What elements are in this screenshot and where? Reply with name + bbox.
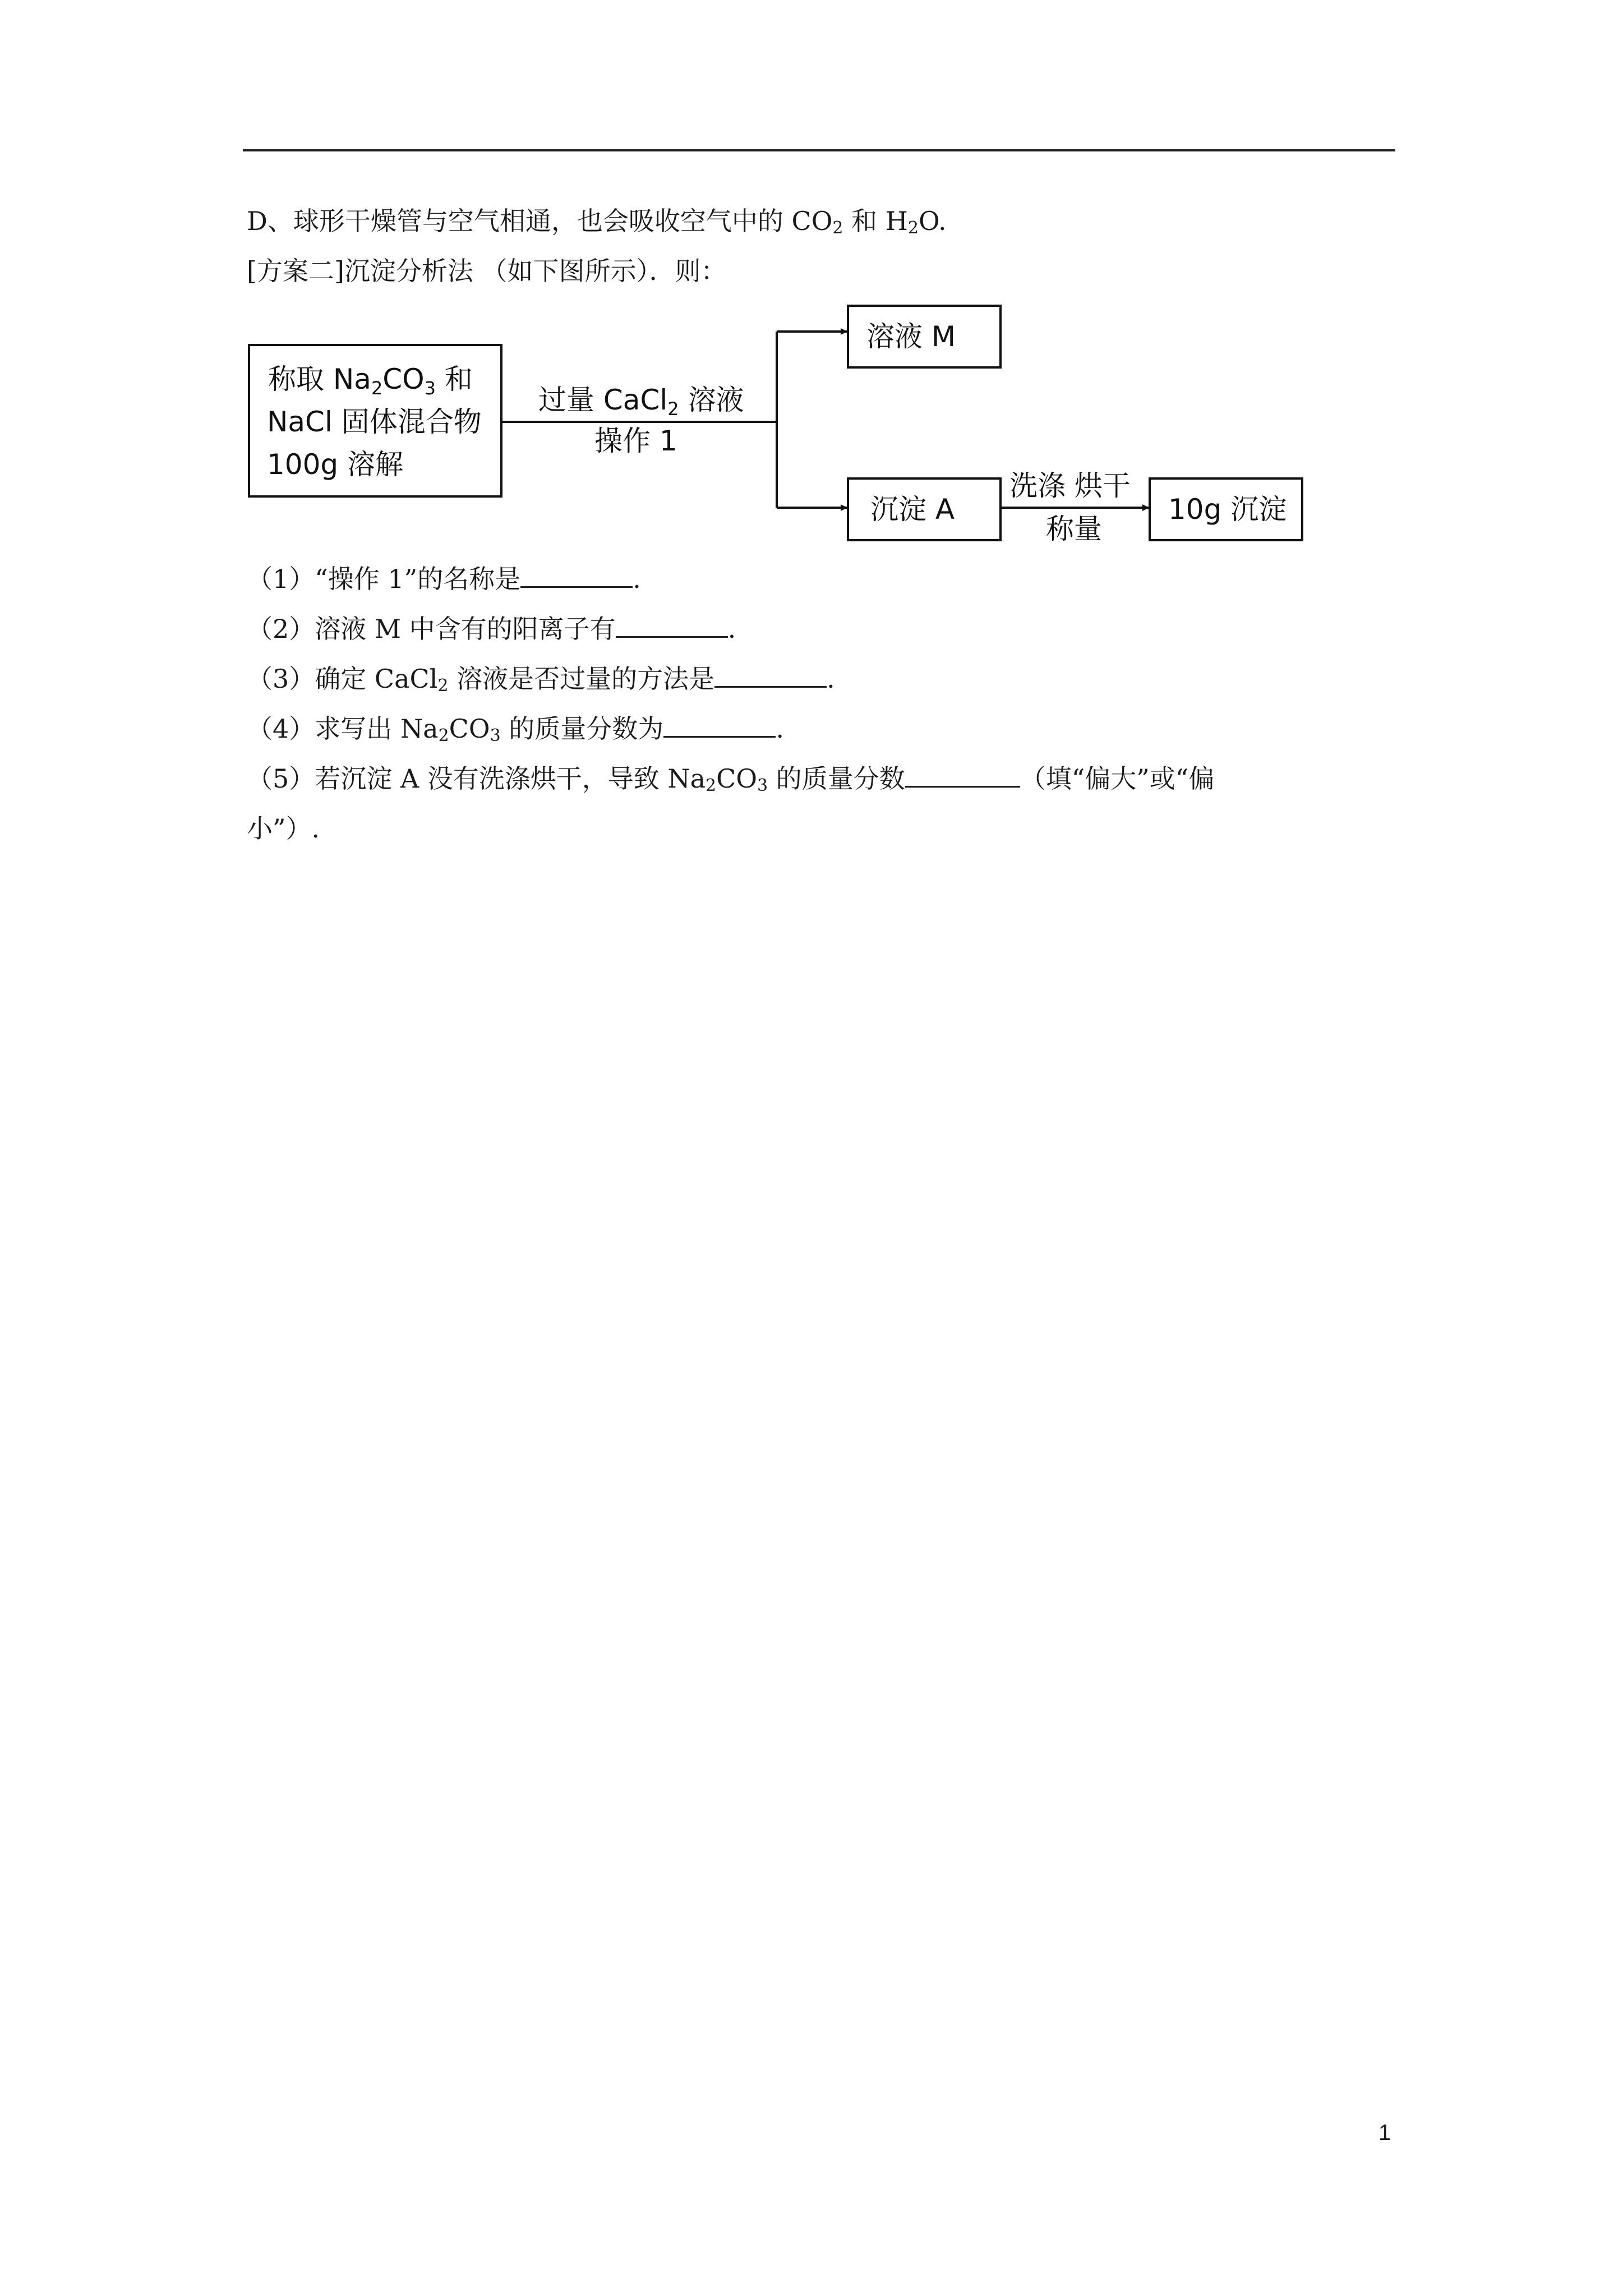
question-4: （4）求写出 $Na_2CO_3$ 的质量分数为 . <box>247 714 784 746</box>
answer-blank-4[interactable] <box>663 714 776 738</box>
scheme-two-heading: [方案二]沉淀分析法 （如下图所示）．则： <box>247 256 727 286</box>
question-2: （2）溶液 M 中含有的阳离子有 . <box>247 614 736 644</box>
step1-operation-label: 操作 1 <box>594 425 677 457</box>
start-box-line1: 称取 $Na_2CO_3$ 和 <box>268 363 473 399</box>
question-3: （3）确定 CaCl$_2$ 溶液是否过量的方法是 . <box>247 664 835 696</box>
answer-blank-1[interactable] <box>520 564 633 588</box>
option-d-line: D、球形干燥管与空气相通，也会吸收空气中的 $CO_2$ 和 $H_2O$. <box>247 206 947 238</box>
answer-blank-3[interactable] <box>714 664 827 688</box>
flowchart <box>247 300 1312 561</box>
answer-blank-2[interactable] <box>616 614 728 638</box>
question-5-continued: 小”）. <box>247 813 320 844</box>
precipitate-a-label: 沉淀 A <box>870 493 955 526</box>
step2-top-label: 洗涤 烘干 <box>1009 470 1131 502</box>
header-rule <box>243 149 1395 151</box>
final-precipitate-label: 10g 沉淀 <box>1168 493 1287 526</box>
start-box-line3: 100g 溶解 <box>267 448 404 481</box>
answer-blank-5[interactable] <box>905 763 1020 788</box>
start-box-line2: NaCl 固体混合物 <box>267 406 482 438</box>
solution-m-label: 溶液 M <box>866 320 956 353</box>
page-number: 1 <box>1378 2120 1391 2145</box>
question-1: （1）“操作 1”的名称是 . <box>247 564 641 594</box>
step2-bottom-label: 称量 <box>1046 513 1102 545</box>
question-5: （5）若沉淀 A 没有洗涤烘干，导致 $Na_2CO_3$ 的质量分数 （填“偏大”或“偏 <box>247 763 1215 795</box>
start-box <box>249 345 501 496</box>
step1-reagent-label: 过量 CaCl$_2$ 溶液 <box>538 384 744 420</box>
